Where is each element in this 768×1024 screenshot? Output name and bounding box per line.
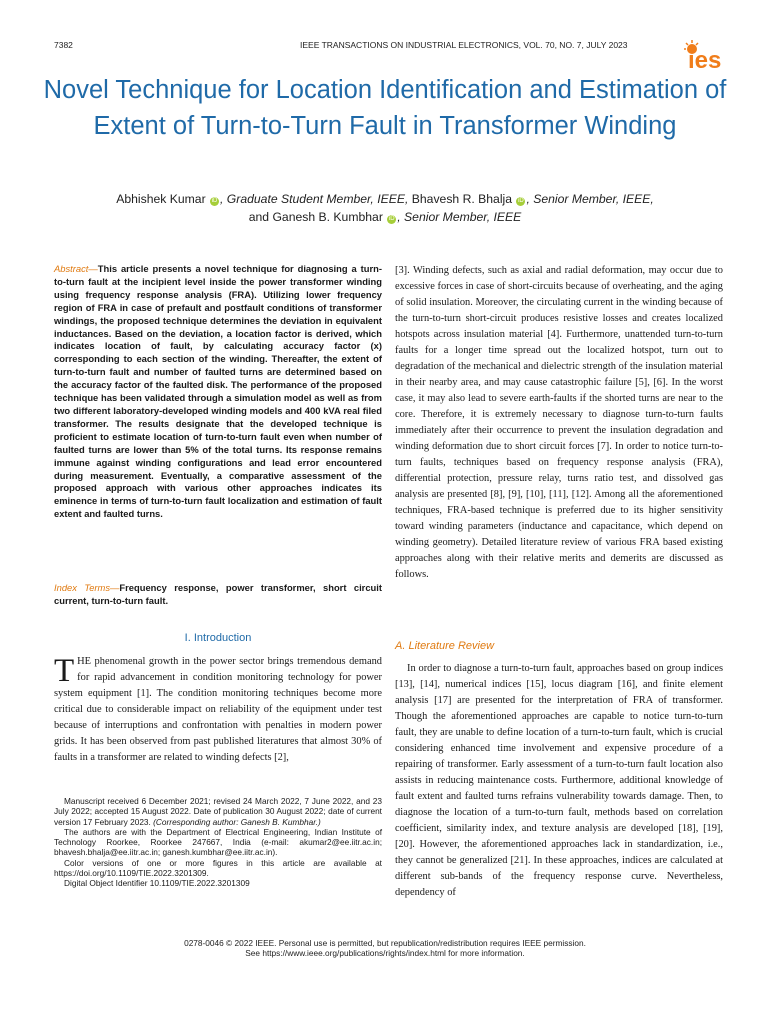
section-heading: I. Introduction [184, 632, 252, 644]
abstract-text: This article presents a novel technique for diagnosing a turn-to-turn fault at the incipient level inside the power transformer winding using frequency response analysis (FRA). Utilizing lower frequency region of FRA in case of prefault and postfault conditions of transformer windings, the proposed technique determines the deviation in equivalent inductances. Based on the deviation, a location factor is derived, which indicates location of fault, by calculating accuracy factor (x) corresponding to each section of the winding. Thereafter, the extent of turn-to-turn fault and number of faulted turns are determined based on the accuracy factor of the faulted disk. The performance of the proposed technique has been validated through a simulation model as well as from two different laboratory-developed winding models and 400 kVA real filed transformer. The results designate that the developed technique is proficient to estimate location of turn-to-turn fault even when number of faulted turns are lower than 5% of the total turns. Its response remains immune against winding configurations and lead error encountered during measurement. Eventually, a comparative assessment of the proposed approach with various other approaches indicates its eminence in terms of turn-to-turn fault localization and estimation of fault extent and faulted turns. [54, 263, 382, 520]
body-paragraph [395, 263, 723, 583]
intro-text: HE phenomenal growth in the power sector brings tremendous demand for rapid advancement in condition monitoring technology for power system equipment [1]. The condition monitoring techniques become more critical due to considerable impact on reliability of the equipment under test because of interruptions and confrontation with penalties in modern power grids. It has been observed from past published literatures that almost 30% of faults in a transformer are related to winding defects [2], [54, 656, 382, 763]
rights-link[interactable]: See https://www.ieee.org/publications/rights/index.html for more information. [245, 948, 525, 959]
intro-paragraph [54, 654, 382, 766]
paragraph-text: [3]. Winding defects, such as axial and radial deformation, may occur due to excessive forces in case of short-circuits because of overheating, and the aging of solid insulation. Moreover, the circulating current in the winding because of the turn-to-turn short-circuit produces resistive losses and creates localized hotspots across insulation material [4]. Furthermore, unattended turn-to-turn faults for a longer time spread out the localized hotspot, turn out to degradation of the mechanical and dielectric strength of the insulation material in their nearby area, and may cause catastrophic failure [5], [6]. In the worst case, it may also lead to severe earth-faults if the shorted turns are near to the core. Therefore, it is extremely necessary to diagnose turn-to-turn faults immediately after their occurrence to prevent the insulation degradation and winding deformation due to short circuit forces [7]. In order to notice turn-to-turn faults, techniques based on frequency response analysis (FRA), differential protection, pressure relay, turns ratio test, and dissolved gas analysis are presented [8], [9], [10], [11], [12]. Among all the aforementioned techniques, FRA-based technique is preferred due to its higher sensitivity toward winding parameters (inductance and capacitance, which depend on winding geometry). Detailed literature review of various FRA based existing approaches along with their relative merits and demerits are discussed as follows. [395, 265, 723, 580]
corresponding-author: (Corresponding author: Ganesh B. Kumbhar.) [153, 816, 321, 827]
orcid-icon[interactable]: iD [518, 198, 524, 204]
drop-cap: T [54, 653, 75, 689]
orcid-icon[interactable]: iD [388, 216, 395, 222]
manuscript-note: Manuscript received 6 December 2021; revised 24 March 2022, 7 June 2022, and 23 July 2022; accepted 15 August 2022. Date of publication 30 August 2022; date of current version 17 February 2023. [54, 796, 382, 827]
logo-text: ies [688, 47, 722, 72]
author-name: Bhavesh R. Bhalja [411, 192, 513, 206]
footnote [54, 796, 382, 889]
paragraph-text: In order to diagnose a turn-to-turn fault, approaches based on group indices [13], [14], numerical indices [15], locus diagram [16], and finite element analysis [17] are presented for the interpretation of FRA of transformer. Though the aforementioned approaches are capable to notice turn-to-turn fault, they are unable to define location of a turn-to-turn fault, which is crucial considering enhanced time involvement and expensive procedure of a repairing of transformer. Early assessment of a turn-to-turn fault location also assists in reducing maintenance costs. Furthermore, additional knowledge of fault extent and faulted turns refrains vulnerability towards damage. Then, to diagnose the location of a turn-to-turn fault, methods based on correlation coefficient, similarity index, and texture analysis are developed [18], [19], [20]. However, the aforementioned approaches lack in standardization, i.e., they cannot be generalized [21]. In these approaches, indices are calculated at different sub-bands of the frequency response curve. Nevertheless, dependency of [395, 663, 723, 898]
author-role: , Senior Member, IEEE [397, 210, 522, 224]
copyright-footer [40, 938, 730, 959]
subsection-heading: A. Literature Review [395, 640, 495, 652]
ies-logo [684, 40, 744, 72]
author-role: , Graduate Student Member, IEEE, [220, 192, 409, 206]
index-terms-label: Index Terms— [54, 582, 120, 593]
journal-header: IEEE TRANSACTIONS ON INDUSTRIAL ELECTRONICS, VOL. 70, NO. 7, JULY 2023 [300, 40, 628, 50]
author-role: , Senior Member, IEEE, [526, 192, 654, 206]
page-number: 7382 [54, 40, 73, 50]
abstract [54, 263, 382, 521]
index-terms [54, 582, 382, 608]
color-note[interactable]: Color versions of one or more figures in this article are available at https://doi.org/10.1109/TIE.2022.3201309. [54, 857, 382, 879]
author-name: Abhishek Kumar [116, 192, 206, 206]
index-terms-text: Frequency response, power transformer, short circuit current, turn-to-turn fault. [54, 582, 382, 606]
paper-title: Novel Technique for Location Identification and Estimation of Extent of Turn-to-Turn Fault in Transformer Winding [43, 76, 727, 140]
author-name: and Ganesh B. Kumbhar [248, 210, 383, 224]
abstract-label: Abstract— [54, 263, 98, 274]
body-paragraph [395, 661, 723, 901]
doi-note: Digital Object Identifier 10.1109/TIE.2022.3201309 [64, 878, 250, 889]
copyright-line: 0278-0046 © 2022 IEEE. Personal use is permitted, but republication/redistribution requires IEEE permission. [184, 938, 586, 948]
affiliation-note: The authors are with the Department of Electrical Engineering, Indian Institute of Technology Roorkee, Roorkee 247667, India (e-mail: akumar2@ee.iitr.ac.in; bhavesh.bhalja@ee.iitr.ac.in; ganesh.kumbhar@ee.iitr.ac.in). [54, 826, 382, 858]
orcid-icon[interactable]: iD [211, 198, 218, 204]
author-list [40, 190, 730, 226]
